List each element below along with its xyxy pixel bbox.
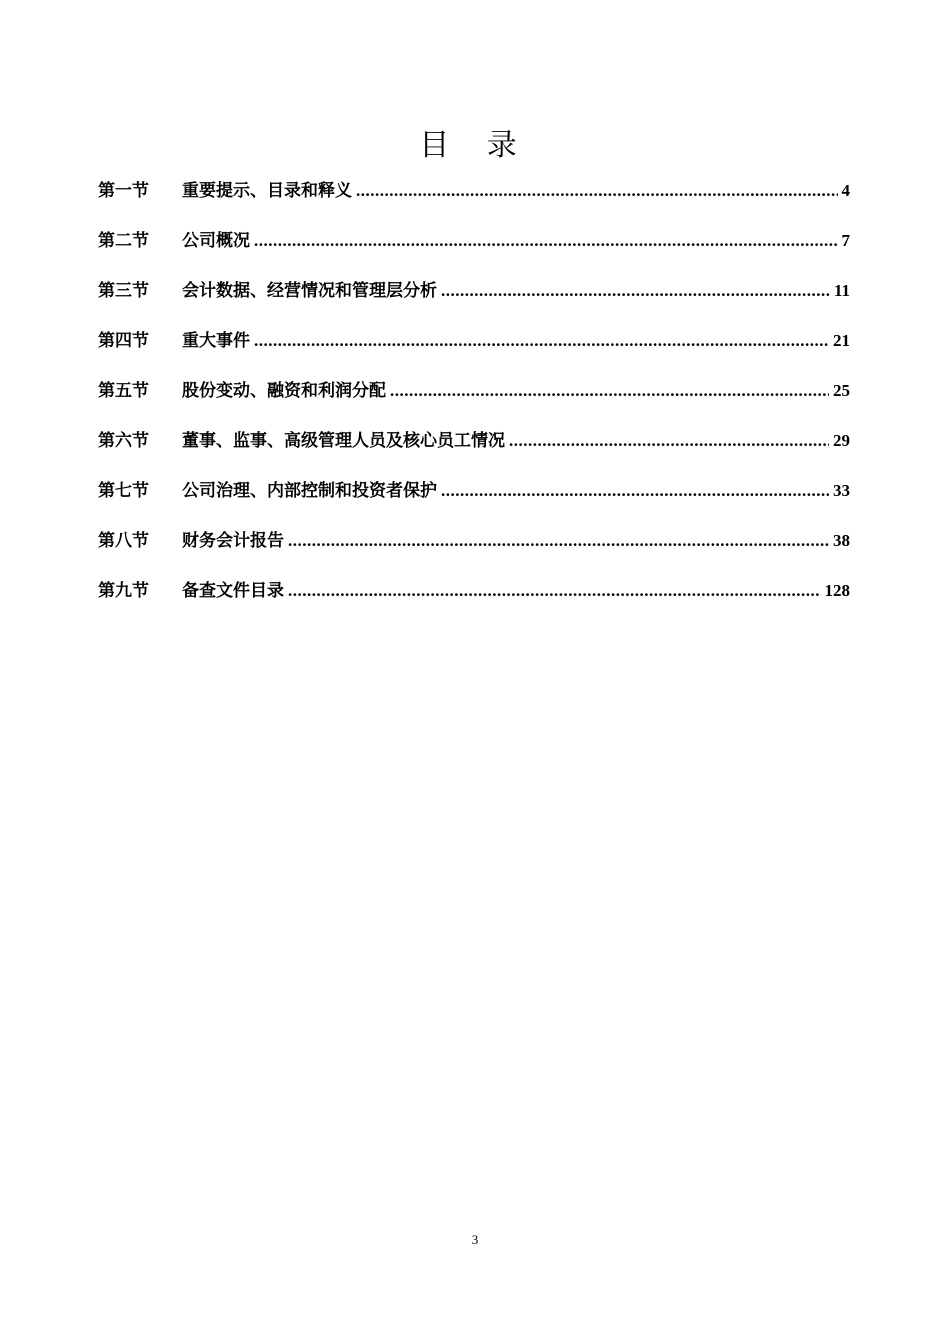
- toc-section-title: 公司治理、内部控制和投资者保护: [182, 481, 437, 501]
- toc-entry[interactable]: [98, 326, 850, 376]
- toc-section-number: 第四节: [98, 331, 149, 351]
- toc-section-number: 第二节: [98, 231, 149, 251]
- toc-section-title: 备查文件目录: [182, 581, 284, 601]
- toc-leader-dots: [356, 181, 838, 201]
- toc-page-number: 128: [824, 581, 850, 600]
- toc-entry[interactable]: [98, 176, 850, 226]
- toc-page-number: 7: [841, 231, 850, 250]
- toc-entry[interactable]: [98, 576, 850, 626]
- toc-section-number: 第三节: [98, 281, 149, 301]
- toc-section-title: 会计数据、经营情况和管理层分析: [182, 281, 437, 301]
- toc-entry[interactable]: [98, 526, 850, 576]
- toc-leader-dots: [288, 531, 829, 551]
- toc-section-title: 公司概况: [182, 231, 250, 251]
- toc-entry[interactable]: [98, 276, 850, 326]
- toc-page-number: 11: [833, 281, 850, 300]
- toc-section-title: 董事、监事、高级管理人员及核心员工情况: [182, 431, 505, 451]
- toc-page-number: 29: [833, 431, 850, 450]
- toc-section-number: 第五节: [98, 381, 149, 401]
- toc-page-number: 33: [833, 481, 850, 500]
- table-of-contents: [98, 176, 850, 626]
- toc-leader-dots: [441, 281, 830, 301]
- toc-entry[interactable]: [98, 426, 850, 476]
- toc-page-number: 38: [833, 531, 850, 550]
- toc-section-title: 重大事件: [182, 331, 250, 351]
- page-number: 3: [471, 1232, 479, 1247]
- toc-entry[interactable]: [98, 226, 850, 276]
- toc-leader-dots: [509, 431, 829, 451]
- toc-entry[interactable]: [98, 376, 850, 426]
- toc-title: 目 录: [419, 128, 531, 163]
- toc-section-number: 第一节: [98, 181, 149, 201]
- toc-section-number: 第七节: [98, 481, 149, 501]
- toc-section-title: 财务会计报告: [182, 531, 284, 551]
- toc-entry[interactable]: [98, 476, 850, 526]
- toc-section-number: 第八节: [98, 531, 149, 551]
- toc-page-number: 21: [833, 331, 850, 350]
- toc-page-number: 25: [833, 381, 850, 400]
- toc-leader-dots: [254, 231, 838, 251]
- toc-leader-dots: [390, 381, 829, 401]
- toc-section-number: 第六节: [98, 431, 149, 451]
- toc-section-title: 重要提示、目录和释义: [182, 181, 352, 201]
- toc-section-number: 第九节: [98, 581, 149, 601]
- toc-leader-dots: [254, 331, 829, 351]
- toc-page-number: 4: [841, 181, 850, 200]
- toc-section-title: 股份变动、融资和利润分配: [182, 381, 386, 401]
- toc-leader-dots: [441, 481, 829, 501]
- toc-leader-dots: [288, 581, 821, 601]
